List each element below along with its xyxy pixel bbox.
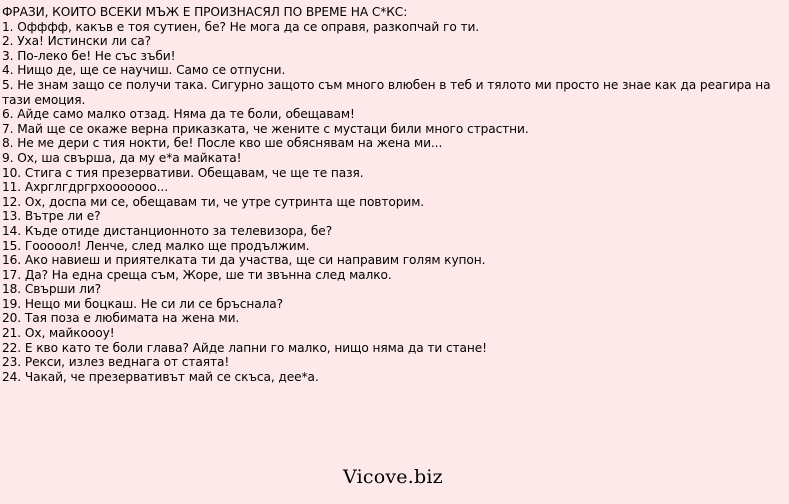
phrase-item: 2. Уха! Истински ли са? (2, 34, 151, 49)
phrase-item: 12. Ох, доспа ми се, обещавам ти, че утре сутринта ще повторим. (2, 194, 425, 209)
phrase-item: 20. Тая поза е любимата на жена ми. (2, 311, 240, 326)
phrase-item: 14. Къде отиде дистанционното за телевизора, бе? (2, 223, 333, 238)
phrase-item: 13. Вътре ли е? (2, 209, 101, 224)
phrase-item: 16. Ако навиеш и приятелката ти да участва, ще си направим голям купон. (2, 253, 486, 268)
phrase-item: 17. Да? На една среща съм, Жоре, ше ти звънна след малко. (2, 267, 392, 282)
article-body (2, 5, 787, 384)
phrase-item: 15. Гооооол! Ленче, след малко ще продължим. (2, 238, 310, 253)
phrase-item: 23. Рекси, излез веднага от стаята! (2, 355, 230, 370)
phrase-item: 1. Офффф, какъв е тоя сутиен, бе? Не мога да се оправя, разкопчай го ти. (2, 19, 480, 34)
phrase-item: 9. Ох, ша свърша, да му е*а майката! (2, 150, 242, 165)
phrase-item: 21. Ох, майкоооу! (2, 326, 115, 341)
phrase-item: 11. Ахрглгдргрхооооооо... (2, 180, 168, 195)
phrase-item: 5. Не знам защо се получи така. Сигурно защото съм много влюбен в теб и тялото ми просто не знае как да реагира на тази емоция. (2, 77, 771, 107)
article-title: ФРАЗИ, КОИТО ВСЕКИ МЪЖ Е ПРОИЗНАСЯЛ ПО ВРЕМЕ НА С*КС: (2, 5, 408, 19)
phrase-item: 10. Стига с тия презервативи. Обещавам, че ще те пазя. (2, 165, 364, 180)
phrase-item: 8. Не ме дери с тия нокти, бе! После кво ше обяснявам на жена ми... (2, 136, 443, 151)
site-watermark: Vicove.biz (343, 466, 443, 488)
phrase-item: 24. Чакай, че презервативът май се скъса, дее*а. (2, 369, 319, 384)
phrase-item: 22. Е кво като те боли глава? Айде лапни го малко, нищо няма да ти стане! (2, 340, 487, 355)
phrase-item: 3. По-леко бе! Не със зъби! (2, 48, 176, 63)
phrase-item: 7. Май ще се окаже верна приказката, че жените с мустаци били много страстни. (2, 121, 529, 136)
phrase-item: 4. Нищо де, ще се научиш. Само се отпусни. (2, 63, 286, 78)
phrase-item: 18. Свърши ли? (2, 282, 102, 297)
phrase-item: 19. Нещо ми боцкаш. Не си ли се бръснала? (2, 296, 284, 311)
phrase-item: 6. Айде само малко отзад. Няма да те боли, обещавам! (2, 107, 355, 122)
